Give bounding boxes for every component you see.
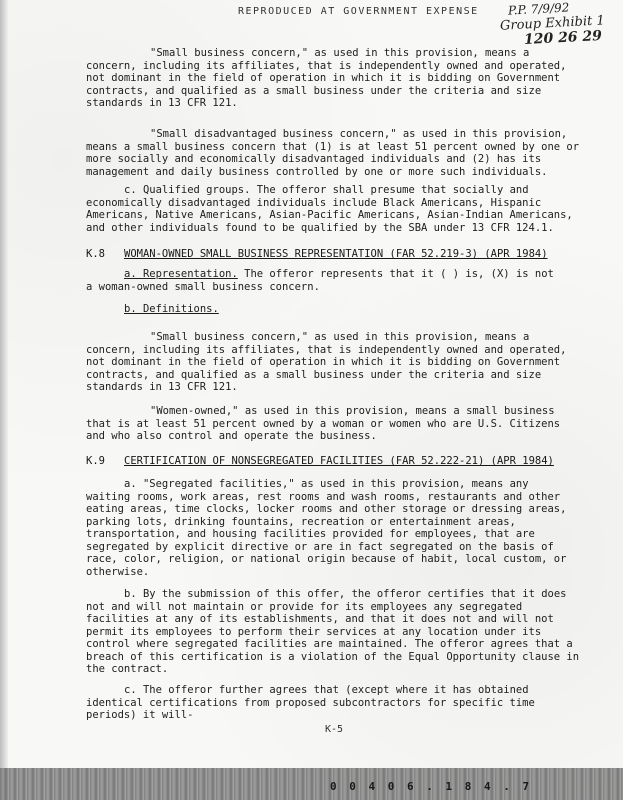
k8-women-owned-definition-paragraph: "Women-owned," as used in this provision, means a small business that is at least 51 percent owned by a woman or women who are U.S. Citizens and who also control and operate the business. xyxy=(86,405,561,442)
k8-definitions-label: b. Definitions. xyxy=(124,303,219,315)
section-k8-number: K.8 xyxy=(86,248,105,260)
k8-small-business-definition-paragraph: "Small business concern," as used in this provision, means a concern, including its affiliates, that is independently owned and operated, not dominant in the field of operation in which it is bidding on Government contracts, and qualified as a small business under the criteria and size standards in 13 CFR 121. xyxy=(86,331,567,393)
page-number: K-5 xyxy=(325,724,344,735)
representation-label: a. Representation. xyxy=(124,268,238,280)
section-k9-number: K.9 xyxy=(86,455,105,467)
handwritten-note-line-3: 120 26 29 xyxy=(523,27,603,49)
reproduction-stamp: REPRODUCED AT GOVERNMENT EXPENSE xyxy=(238,6,479,17)
qualified-groups-paragraph: c. Qualified groups. The offeror shall presume that socially and economically disadvantaged individuals include Black Americans, Hispanic Americans, Native Americans, Asian-Pacific Americans, Asian-Indian Americans, and other individuals found to be qualified by the SBA under 13 CFR 124.1. xyxy=(86,184,573,234)
k9-segregated-facilities-paragraph: a. "Segregated facilities," as used in this provision, means any waiting rooms, work areas, rest rooms and wash rooms, restaurants and other eating areas, time clocks, locker rooms and other storage or dressing areas, parking lots, drinking fountains, recreation or entertainment areas, transportation, and housing facilities provided for employees, that are segregated by explicit directive or are in fact segregated on the basis of race, color, religion, or national origin because of habit, local custom, or otherwise. xyxy=(86,478,567,578)
handwritten-note-line-1: P.P. 7/9/92 xyxy=(507,0,570,18)
k8-representation-paragraph: a. Representation. The offeror represents that it ( ) is, (X) is not a woman-owned small business concern. xyxy=(86,268,554,293)
section-k8-heading xyxy=(86,248,566,261)
small-business-definition-paragraph: "Small business concern," as used in this provision, means a concern, including its affiliates, that is independently owned and operated, not dominant in the field of operation in which it is bidding on Government contracts, and qualified as a small business under the criteria and size standards in 13 CFR 121. xyxy=(86,47,567,109)
k9-certification-paragraph: b. By the submission of this offer, the offeror certifies that it does not and will not maintain or provide for its employees any segregated facilities at any of its establishments, and that it does not and will not permit its employees to perform their services at any location under its control where segregated facilities are maintained. The offeror agrees that a breach of this certification is a violation of the Equal Opportunity clause in the contract. xyxy=(86,588,580,675)
k9-further-agreement-paragraph: c. The offeror further agrees that (except where it has obtained identical certifications from proposed subcontractors for specific time periods) it will- xyxy=(86,684,535,721)
bottom-document-stamp: 0 0 4 0 6 . 1 8 4 . 7 xyxy=(330,780,533,793)
section-k9-heading xyxy=(86,455,566,468)
handwritten-note-line-2: Group Exhibit 1 xyxy=(499,13,606,34)
disadvantaged-business-definition-paragraph: "Small disadvantaged business concern," as used in this provision, means a small business concern that (1) is at least 51 percent owned by one or more socially and economically disadvantaged individuals and (2) has its management and daily business controlled by one or more such individuals. xyxy=(86,128,580,178)
scan-edge xyxy=(0,0,8,800)
section-k8-title: WOMAN-OWNED SMALL BUSINESS REPRESENTATION (FAR 52.219-3) (APR 1984) xyxy=(124,248,548,260)
section-k9-title: CERTIFICATION OF NONSEGREGATED FACILITIES (FAR 52.222-21) (APR 1984) xyxy=(124,455,554,467)
